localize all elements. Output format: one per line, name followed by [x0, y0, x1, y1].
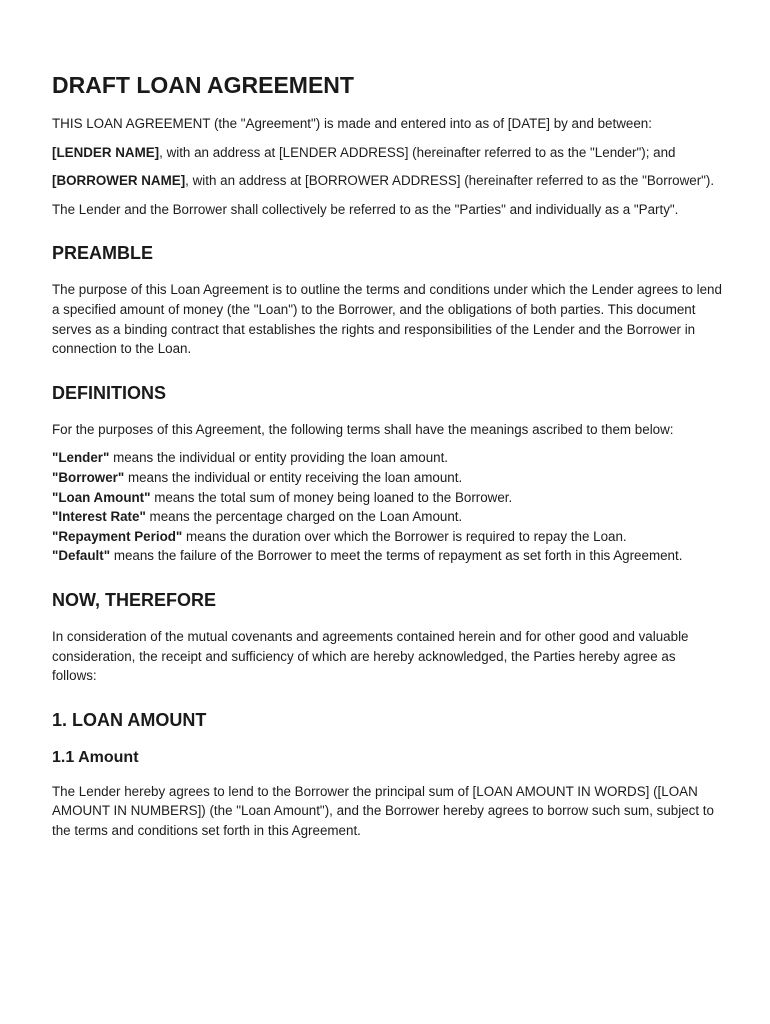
definition-term: "Lender" [52, 450, 110, 466]
definitions-heading: DEFINITIONS [52, 382, 167, 403]
definition-term: "Loan Amount" [52, 489, 151, 505]
preamble-text: The purpose of this Loan Agreement is to outline the terms and conditions under which the Lender agrees to lend a specified amount of money (the "Loan") to the Borrower, and the obligations of both parties. This document serves as a binding contract that establishes the rights and responsibilities of the Lender and the Borrower in connection to the Loan. [52, 282, 722, 357]
document-page [52, 70, 722, 849]
amount-subheading: 1.1 Amount [52, 748, 139, 766]
borrower-clause-text: , with an address at [BORROWER ADDRESS] (hereinafter referred to as the "Borrower"). [185, 173, 715, 189]
borrower-clause [52, 171, 722, 191]
document-title: DRAFT LOAN AGREEMENT [52, 72, 354, 98]
definition-meaning: means the duration over which the Borrower is required to repay the Loan. [182, 528, 627, 544]
lender-name: [LENDER NAME] [52, 144, 160, 160]
loan-amount-heading: 1. LOAN AMOUNT [52, 709, 207, 730]
definition-meaning: means the individual or entity providing the loan amount. [109, 450, 449, 466]
borrower-name: [BORROWER NAME] [52, 173, 186, 189]
definition-item [52, 507, 722, 527]
definition-term: "Interest Rate" [52, 509, 146, 525]
parties-clause: The Lender and the Borrower shall collectively be referred to as the "Parties" and individually as a "Party". [52, 201, 679, 217]
definition-meaning: means the failure of the Borrower to meet the terms of repayment as set forth in this Agreement. [110, 548, 683, 564]
amount-text: The Lender hereby agrees to lend to the Borrower the principal sum of [LOAN AMOUNT IN WORDS] ([LOAN AMOUNT IN NUMBERS]) (the "Loan Amount"), and the Borrower hereby agrees to borrow such sum, subject to the terms and conditions set forth in this Agreement. [52, 783, 714, 838]
now-therefore-heading: NOW, THEREFORE [52, 589, 217, 610]
definition-term: "Repayment Period" [52, 528, 183, 544]
definition-term: "Borrower" [52, 469, 125, 485]
preamble-heading: PREAMBLE [52, 243, 154, 264]
definitions-intro: For the purposes of this Agreement, the following terms shall have the meanings ascribed to them below: [52, 421, 674, 437]
definition-item [52, 527, 722, 547]
definition-item [52, 468, 722, 488]
definition-meaning: means the individual or entity receiving the loan amount. [124, 469, 463, 485]
intro-opening: THIS LOAN AGREEMENT (the "Agreement") is made and entered into as of [DATE] by and between: [52, 116, 652, 131]
definition-meaning: means the total sum of money being loaned to the Borrower. [150, 489, 513, 505]
now-therefore-text: In consideration of the mutual covenants and agreements contained herein and for other good and valuable consideration, the receipt and sufficiency of which are hereby acknowledged, the Parties hereby agree as follows: [52, 628, 689, 684]
definitions-list [52, 448, 722, 566]
definition-item [52, 546, 722, 566]
definition-term: "Default" [52, 548, 111, 564]
definition-item [52, 448, 722, 468]
definition-item [52, 488, 722, 508]
lender-clause-text: , with an address at [LENDER ADDRESS] (hereinafter referred to as the "Lender"); and [159, 144, 676, 160]
definition-meaning: means the percentage charged on the Loan Amount. [145, 509, 463, 525]
lender-clause [52, 143, 722, 163]
